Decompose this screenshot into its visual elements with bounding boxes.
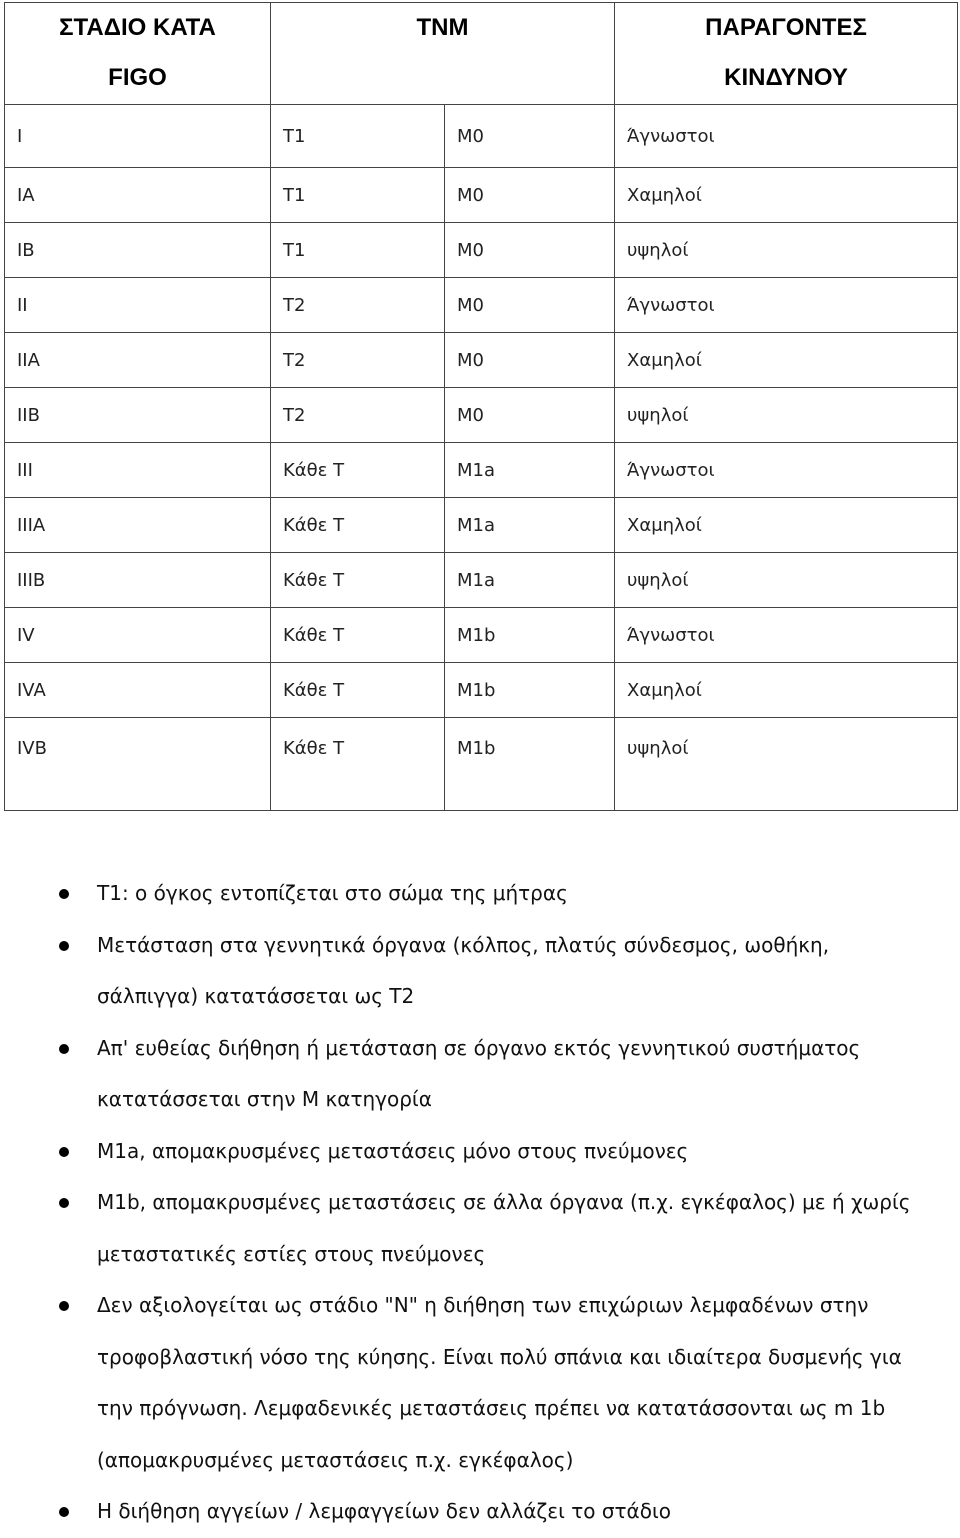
cell-risk: Χαμηλοί [615,333,958,388]
table-row [5,553,958,608]
cell-risk: Χαμηλοί [615,168,958,223]
cell-t: T2 [271,333,445,388]
cell-risk: Χαμηλοί [615,498,958,553]
table-row [5,663,958,718]
cell-stage: IVA [5,663,271,718]
cell-stage: IB [5,223,271,278]
cell-risk: Άγνωστοι [615,608,958,663]
cell-t: T2 [271,388,445,443]
cell-m: M1b [445,663,615,718]
table-row [5,223,958,278]
header-risk-factors [615,3,958,105]
note-text: Απ' ευθείας διήθηση ή μετάσταση σε όργανο εκτός γεννητικού συστήματος κατατάσσεται στην Μ κατηγορία [97,1035,861,1111]
cell-t: Κάθε Τ [271,608,445,663]
cell-t: Κάθε Τ [271,663,445,718]
cell-t: Κάθε Τ [271,553,445,608]
note-text: Η διήθηση αγγείων / λεμφαγγείων δεν αλλάζει το στάδιο [97,1499,671,1523]
cell-risk: Άγνωστοι [615,443,958,498]
table-row [5,278,958,333]
note-item [0,1023,960,1126]
cell-m: M0 [445,168,615,223]
bullet-icon [59,1198,69,1208]
bullet-icon [59,1044,69,1054]
bullet-icon [59,1147,69,1157]
header-stage [5,3,271,105]
cell-stage: I [5,105,271,168]
header-tnm [271,3,615,105]
cell-stage: IIB [5,388,271,443]
cell-t: Κάθε Τ [271,443,445,498]
cell-risk: υψηλοί [615,553,958,608]
cell-m: M1b [445,608,615,663]
cell-m: M1b [445,718,615,811]
bullet-icon [59,941,69,951]
note-item [0,868,960,920]
cell-m: M0 [445,278,615,333]
cell-risk: υψηλοί [615,223,958,278]
note-text: Μετάσταση στα γεννητικά όργανα (κόλπος, πλατύς σύνδεσμος, ωοθήκη, σάλπιγγα) κατατάσσεται ως Τ2 [97,932,830,1008]
cell-risk: υψηλοί [615,388,958,443]
cell-risk: υψηλοί [615,718,958,811]
notes-list [0,868,960,1538]
cell-risk: Άγνωστοι [615,105,958,168]
cell-t: T1 [271,168,445,223]
cell-stage: IA [5,168,271,223]
figo-staging-table [4,2,958,811]
header-stage-line1: ΣΤΑΔΙΟ ΚΑΤΑ [59,14,216,41]
cell-m: M1a [445,498,615,553]
note-text: Μ1a, απομακρυσμένες μεταστάσεις μόνο στους πνεύμονες [97,1138,689,1163]
note-item [0,1126,960,1178]
bullet-icon [59,1301,69,1311]
cell-stage: III [5,443,271,498]
header-risk-line2: ΚΙΝΔΥΝΟΥ [724,64,848,91]
header-stage-line2: FIGO [108,64,167,91]
cell-stage: II [5,278,271,333]
cell-stage: IIIA [5,498,271,553]
table-row [5,498,958,553]
cell-t: T2 [271,278,445,333]
cell-t: T1 [271,105,445,168]
cell-m: M0 [445,105,615,168]
bullet-icon [59,1507,69,1517]
header-tnm-label: TNM [416,14,469,41]
note-item [0,1280,960,1486]
note-item [0,1486,960,1538]
cell-m: M0 [445,223,615,278]
table-row [5,105,958,168]
cell-stage: IVB [5,718,271,811]
table-row [5,718,958,811]
cell-t: Κάθε Τ [271,498,445,553]
table-row [5,333,958,388]
cell-stage: IIA [5,333,271,388]
note-item [0,920,960,1023]
note-item [0,1177,960,1280]
cell-m: M1a [445,553,615,608]
cell-stage: IIIB [5,553,271,608]
cell-m: M0 [445,333,615,388]
bullet-icon [59,889,69,899]
cell-risk: Χαμηλοί [615,663,958,718]
table-row [5,443,958,498]
cell-m: M1a [445,443,615,498]
note-text: M1b, απομακρυσμένες μεταστάσεις σε άλλα όργανα (π.χ. εγκέφαλος) με ή χωρίς μεταστατικές εστίες στους πνεύμονες [97,1190,911,1266]
cell-m: M0 [445,388,615,443]
table-row [5,388,958,443]
cell-t: Κάθε Τ [271,718,445,811]
table-row [5,168,958,223]
cell-t: T1 [271,223,445,278]
note-text: Δεν αξιολογείται ως στάδιο "Ν" η διήθηση των επιχώριων λεμφαδένων στην τροφοβλαστική νόσο της κύησης. Είναι πολύ σπάνια και ιδιαίτερα δυσμενής για την πρόγνωση. Λεμφαδενικές μεταστάσεις πρέπει να κατατάσσονται ως m 1b (απομακρυσμένες μεταστάσεις π.χ. εγκέφαλος) [97,1293,902,1472]
table-row [5,608,958,663]
cell-stage: IV [5,608,271,663]
note-text: T1: ο όγκος εντοπίζεται στο σώμα της μήτρας [97,881,568,905]
table-header-row [5,3,958,105]
header-risk-line1: ΠΑΡΑΓΟΝΤΕΣ [705,14,867,41]
cell-risk: Άγνωστοι [615,278,958,333]
